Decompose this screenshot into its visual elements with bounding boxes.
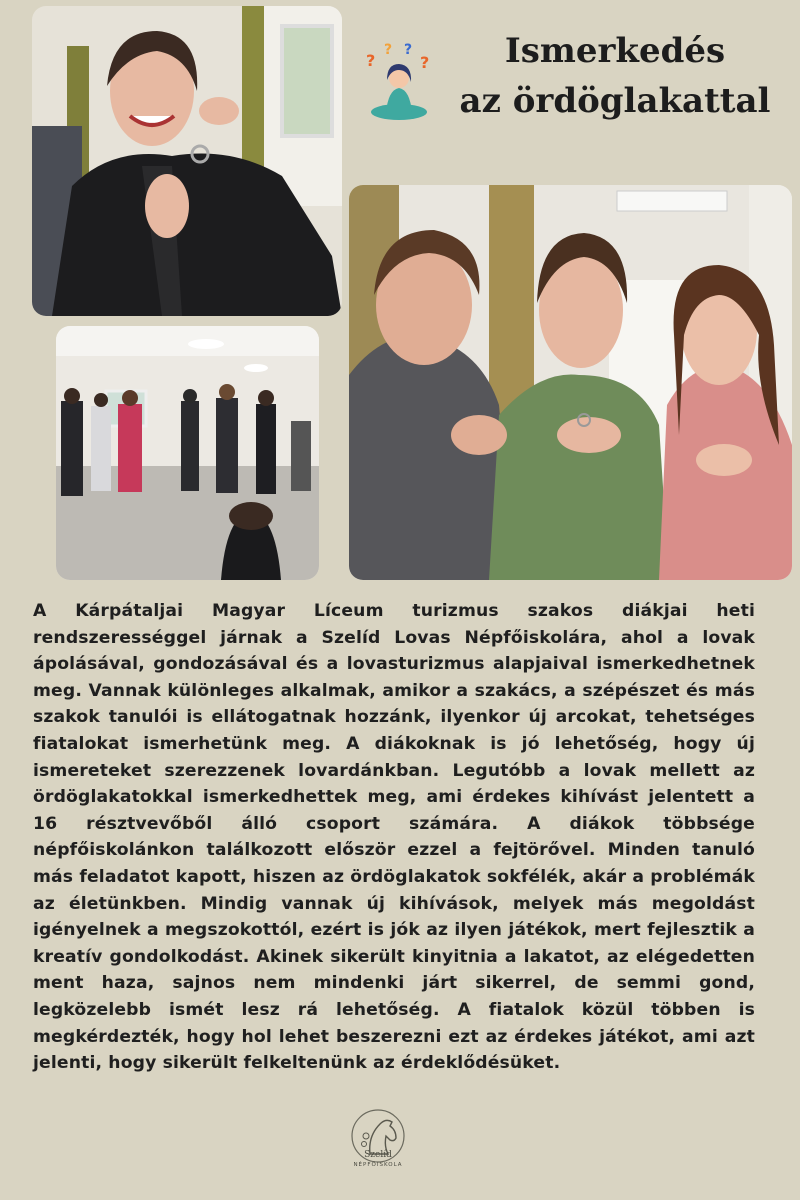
three-girls-puzzle-photo [349,185,792,580]
svg-text:?: ? [420,53,430,72]
article-body: A Kárpátaljai Magyar Líceum turizmus szakos diákjai heti rendszerességgel járnak a Szelíd Lovas Népfőiskolára, ahol a lovak ápolásával, gondozásával és a lovasturizmus alapjaival ismerkedhetnek meg. Vannak különleges alkalmak, amikor a szakács, a szépészet és más szakok tanulói is ellátogatnak hozzánk, ilyenkor új arcokat, tehetséges fiatalokat ismerhetünk meg. A diákoknak is jó lehetőség, hogy új ismereteket szerezzenek lovardánkban. Legutóbb a lovak mellett az ördöglakatokkal ismerkedhettek meg, ami érdekes kihívást jelentett a 16 résztvevőből álló csoport számára. A diákok többsége népfőiskolánkon találkozott először ezzel a fejtörővel. Minden tanuló más feladatot kapott, hiszen az ördöglakatok sokfélék, akár a problémák az életünkben. Mindig vannak új kihívások, melyek más megoldást igényelnek a megszokottól, ezért is jók az ilyen játékok, mert fejlesztik a kreatív gondolkodást. Akinek sikerült kinyitnia a lakatot, az elégedetten ment haza, sajnos nem mindenki járt sikerrel, de semmi gond, legközelebb ismét lesz rá lehetőség. A fiatalok közül többen is megkérdezték, hogy hol lehet beszerezni ezt az érdekes játékot, ami azt jelenti, hogy sikerült felkeltenünk az érdeklődésüket. [33,601,755,1074]
svg-text:?: ? [384,42,393,58]
logo-name: Szelíd [364,1150,392,1160]
title-line-1: Ismerkedés [504,31,726,71]
page-title [440,26,790,126]
group-room-photo [56,326,319,580]
smiling-girl-photo [32,6,342,316]
thinking-person-icon [356,38,442,124]
svg-text:?: ? [404,42,413,58]
title-line-2: az ördöglakattal [459,81,771,121]
svg-text:?: ? [366,51,376,70]
logo-subtitle: NÉPFŐISKOLA [353,1162,403,1168]
